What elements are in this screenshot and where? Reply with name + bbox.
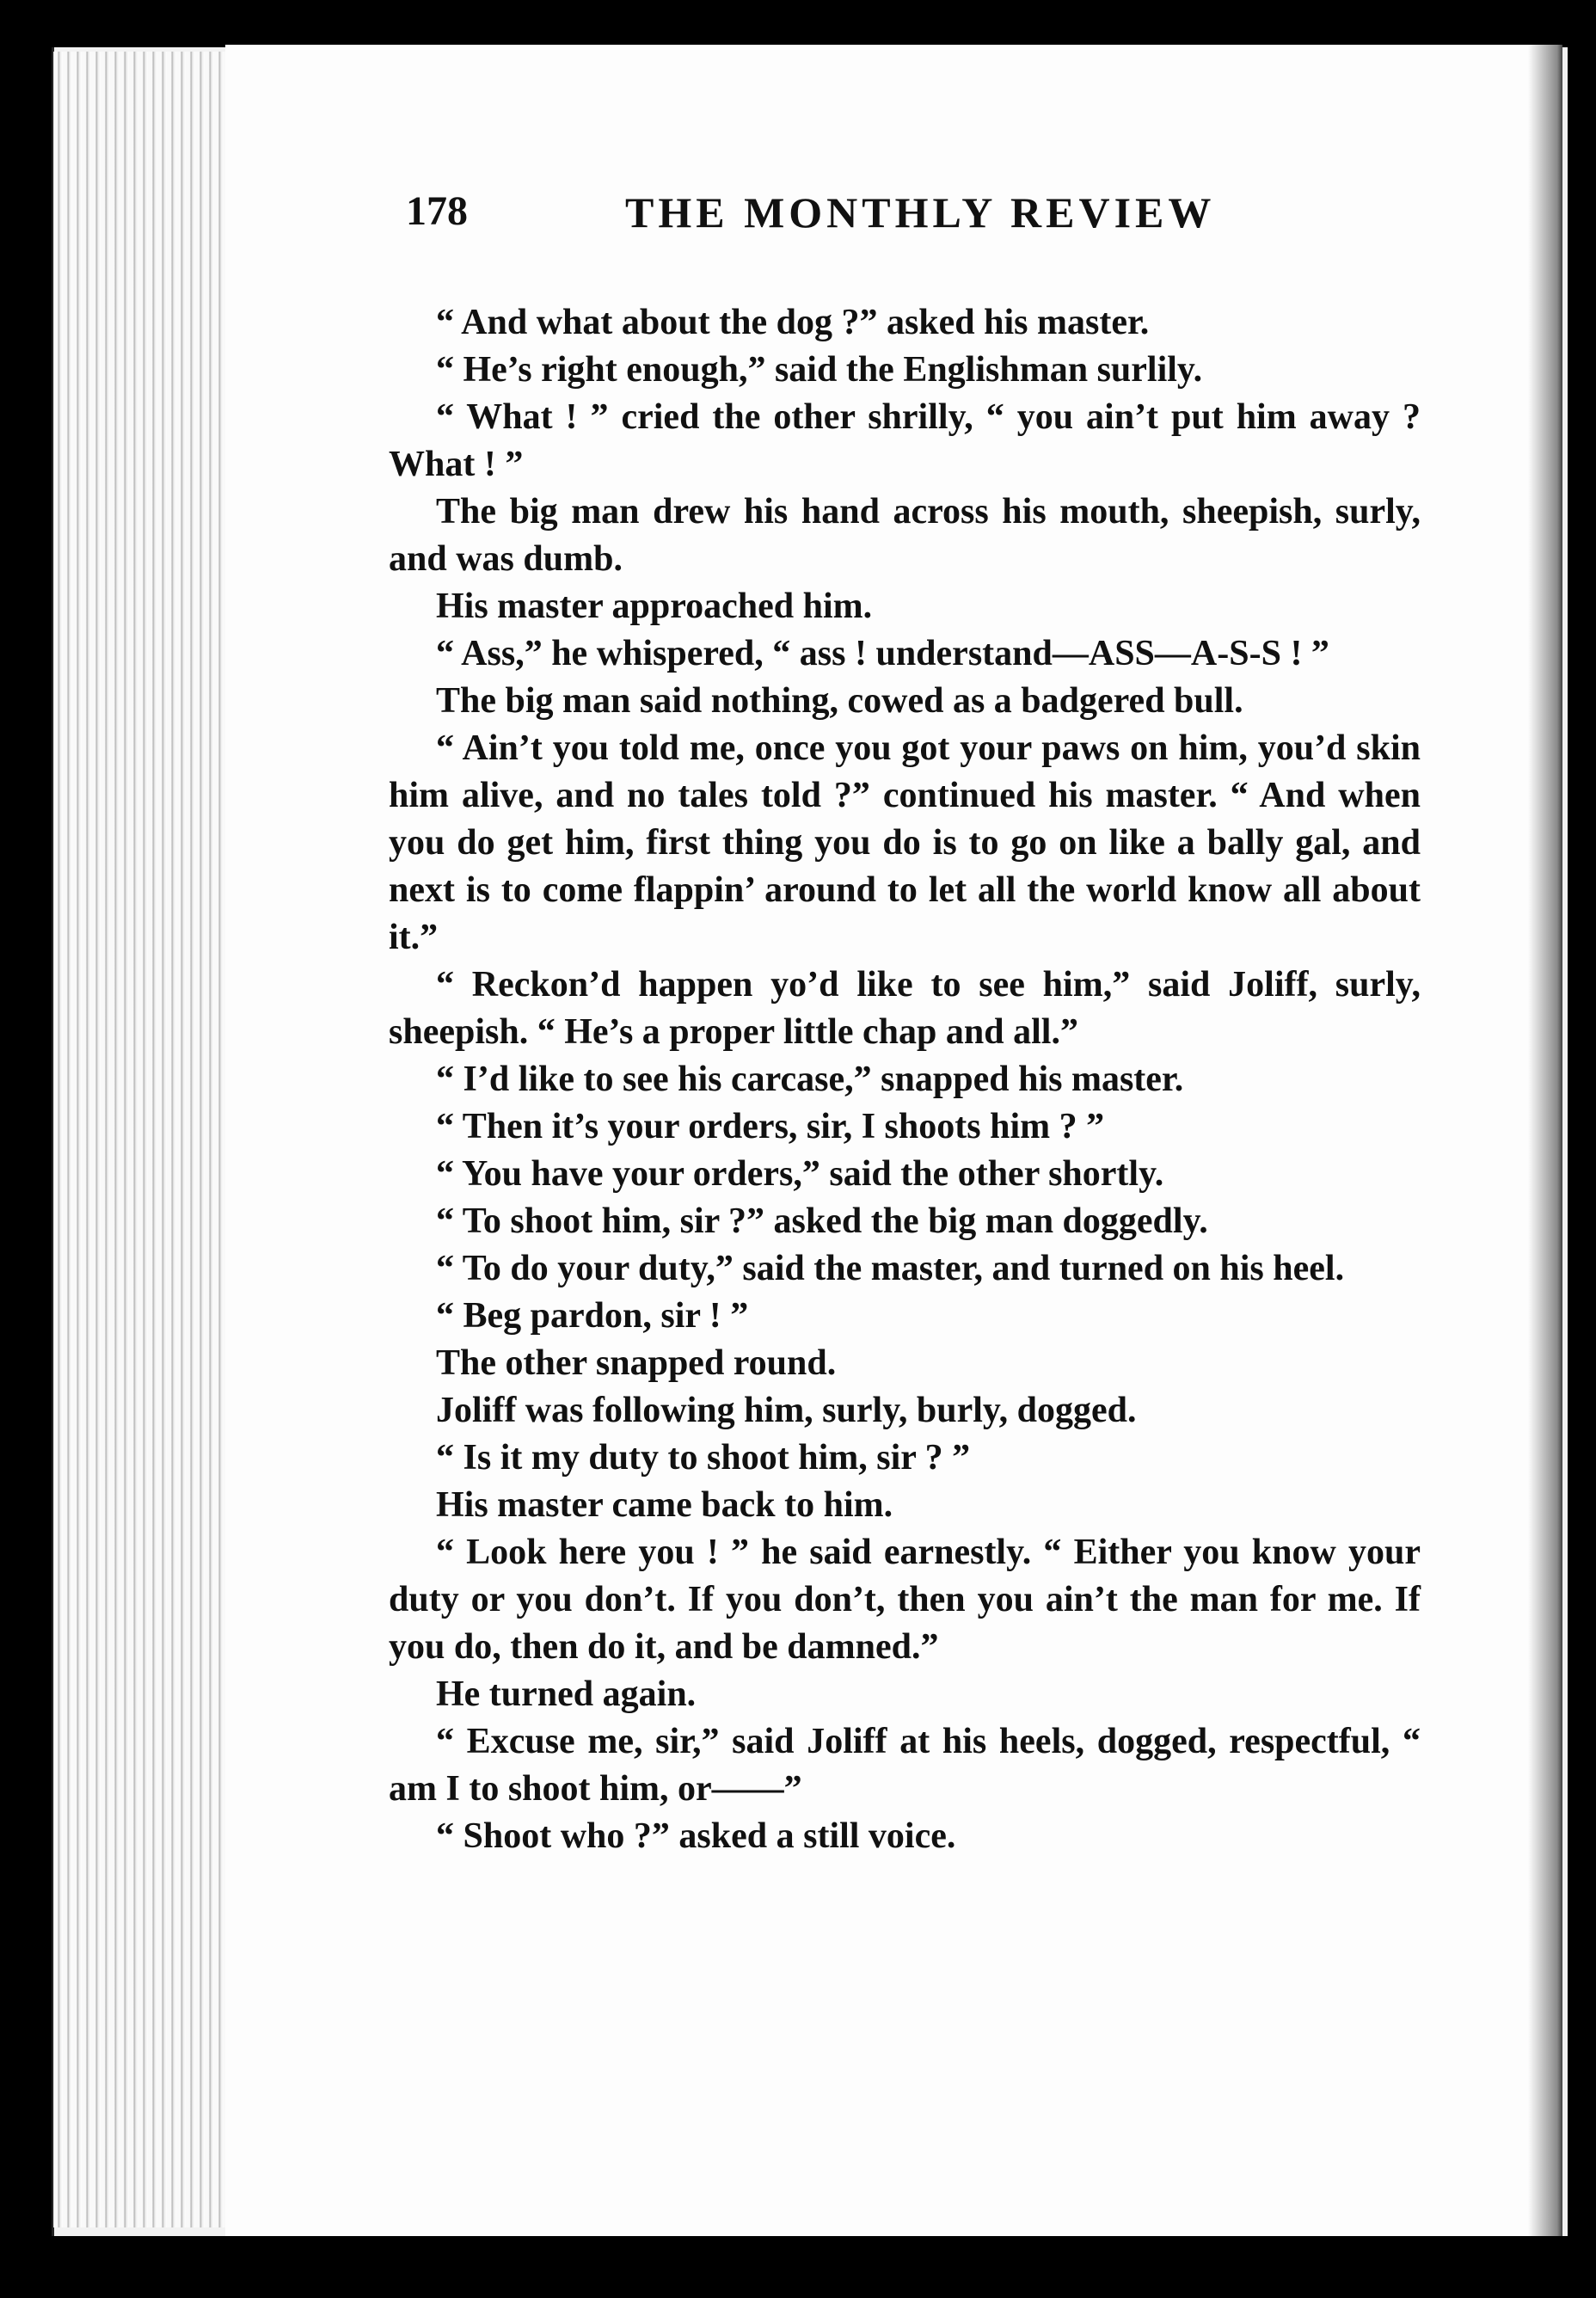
page-header [406,187,1438,256]
paragraph: “ Then it’s your orders, sir, I shoots him ? ” [436,1107,1105,1146]
paragraph: The big man said nothing, cowed as a badgered bull. [436,681,1243,721]
paragraph: “ To shoot him, sir ?” asked the big man doggedly. [436,1201,1208,1241]
paragraph: “ Ass,” he whispered, “ ass ! understand—ASS—A-S-S ! ” [436,634,1329,673]
paragraph: “ You have your orders,” said the other shortly. [436,1154,1164,1194]
paragraph: “ Is it my duty to shoot him, sir ? ” [436,1438,971,1478]
running-title: THE MONTHLY REVIEW [625,188,1216,237]
paragraph: “ Look here you ! ” he said earnestly. “ Either you know your duty or you don’t. If you don’t, then you ain’t the man for me. If you do, then do it, and be damned.” [389,1533,1421,1667]
book-page [225,45,1562,2236]
paragraph: “ To do your duty,” said the master, and turned on his heel. [436,1249,1345,1288]
page-number: 178 [406,188,468,234]
paragraph: “ And what about the dog ?” asked his master. [436,303,1150,342]
page-edges [53,52,225,2227]
paragraph: “ Excuse me, sir,” said Joliff at his heels, dogged, respectful, “ am I to shoot him, or——” [389,1722,1421,1809]
paragraph: “ Beg pardon, sir ! ” [436,1296,749,1336]
paragraph: “ He’s right enough,” said the Englishman surlily. [436,350,1203,390]
page-shadow [1528,45,1562,2236]
paragraph: The big man drew his hand across his mouth, sheepish, surly, and was dumb. [389,492,1421,579]
paragraph: “ Reckon’d happen yo’d like to see him,” said Joliff, surly, sheepish. “ He’s a proper little chap and all.” [389,965,1421,1052]
paragraph: “ Ain’t you told me, once you got your paws on him, you’d skin him alive, and no tales told ?” continued his master. “ And when you do get him, first thing you do is to go on like a bally gal, and next is to come flappin’ around to let all the world know all about it.” [389,728,1421,957]
paragraph: He turned again. [436,1674,697,1714]
paragraph: The other snapped round. [436,1343,837,1383]
paragraph: “ I’d like to see his carcase,” snapped his master. [436,1060,1184,1099]
body-text [389,299,1421,1860]
paragraph: His master came back to him. [436,1485,893,1525]
paragraph: “ Shoot who ?” asked a still voice. [436,1816,956,1856]
paragraph: His master approached him. [436,587,873,626]
paragraph: “ What ! ” cried the other shrilly, “ you ain’t put him away ? What ! ” [389,397,1421,484]
paragraph: Joliff was following him, surly, burly, dogged. [436,1391,1137,1430]
